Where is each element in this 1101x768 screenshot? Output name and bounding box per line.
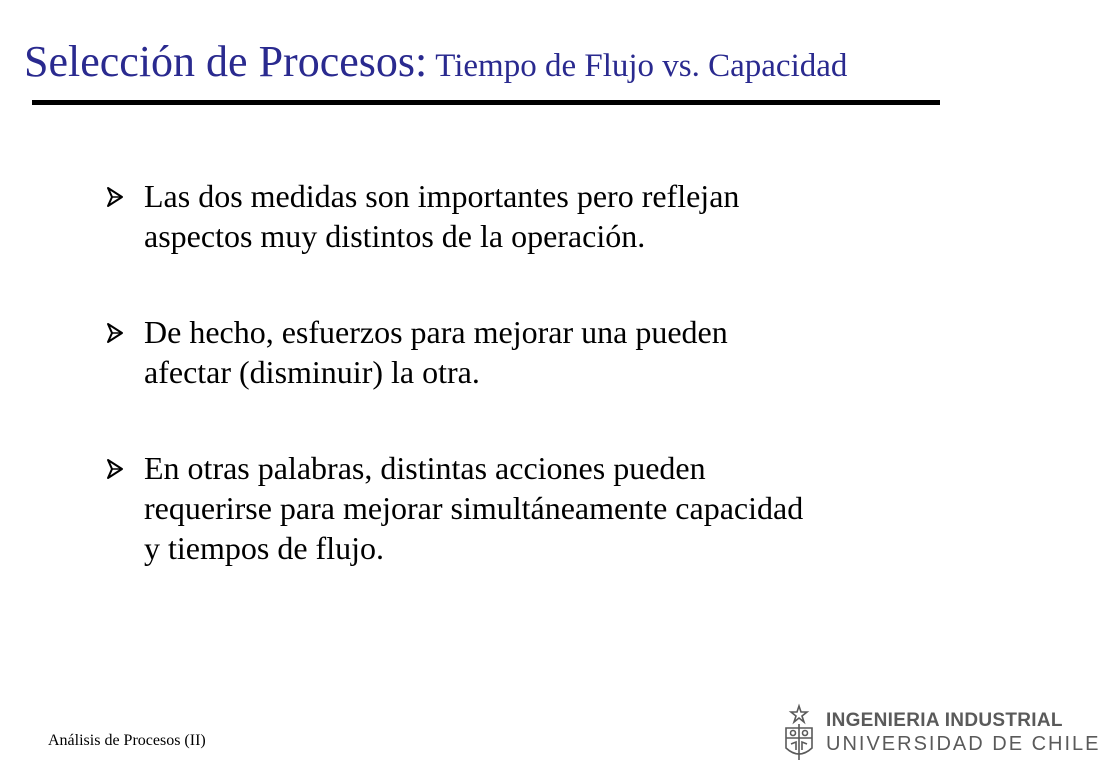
bullet-list: [104, 176, 964, 624]
bullet-text: [144, 448, 803, 568]
bullet-item: [104, 448, 964, 568]
arrow-bullet-icon: [104, 312, 144, 349]
bullet-line: En otras palabras, distintas acciones pueden: [144, 450, 706, 486]
university-seal-icon: [780, 704, 818, 762]
bullet-text: [144, 176, 739, 256]
bullet-line: afectar (disminuir) la otra.: [144, 354, 480, 390]
logo: [780, 704, 1101, 762]
bullet-item: [104, 312, 964, 392]
bullet-line: Las dos medidas son importantes pero reflejan: [144, 178, 740, 214]
slide-title-sub: Tiempo de Flujo vs. Capacidad: [435, 48, 848, 84]
title-divider: [32, 100, 940, 105]
bullet-line: aspectos muy distintos de la operación.: [144, 218, 646, 254]
arrow-bullet-icon: [104, 176, 144, 213]
slide-title: [24, 37, 848, 86]
logo-text: [826, 710, 1101, 756]
footer-text: Análisis de Procesos (II): [48, 732, 206, 749]
bullet-line: y tiempos de flujo.: [144, 530, 384, 566]
bullet-line: De hecho, esfuerzos para mejorar una pueden: [144, 314, 728, 350]
logo-line-1: INGENIERIA INDUSTRIAL: [826, 710, 1063, 731]
arrow-bullet-icon: [104, 448, 144, 485]
logo-line-2: UNIVERSIDAD DE CHILE: [826, 733, 1101, 755]
bullet-text: [144, 312, 728, 392]
slide-title-main: Selección de Procesos:: [24, 37, 428, 86]
bullet-item: [104, 176, 964, 256]
bullet-line: requerirse para mejorar simultáneamente capacidad: [144, 490, 804, 526]
